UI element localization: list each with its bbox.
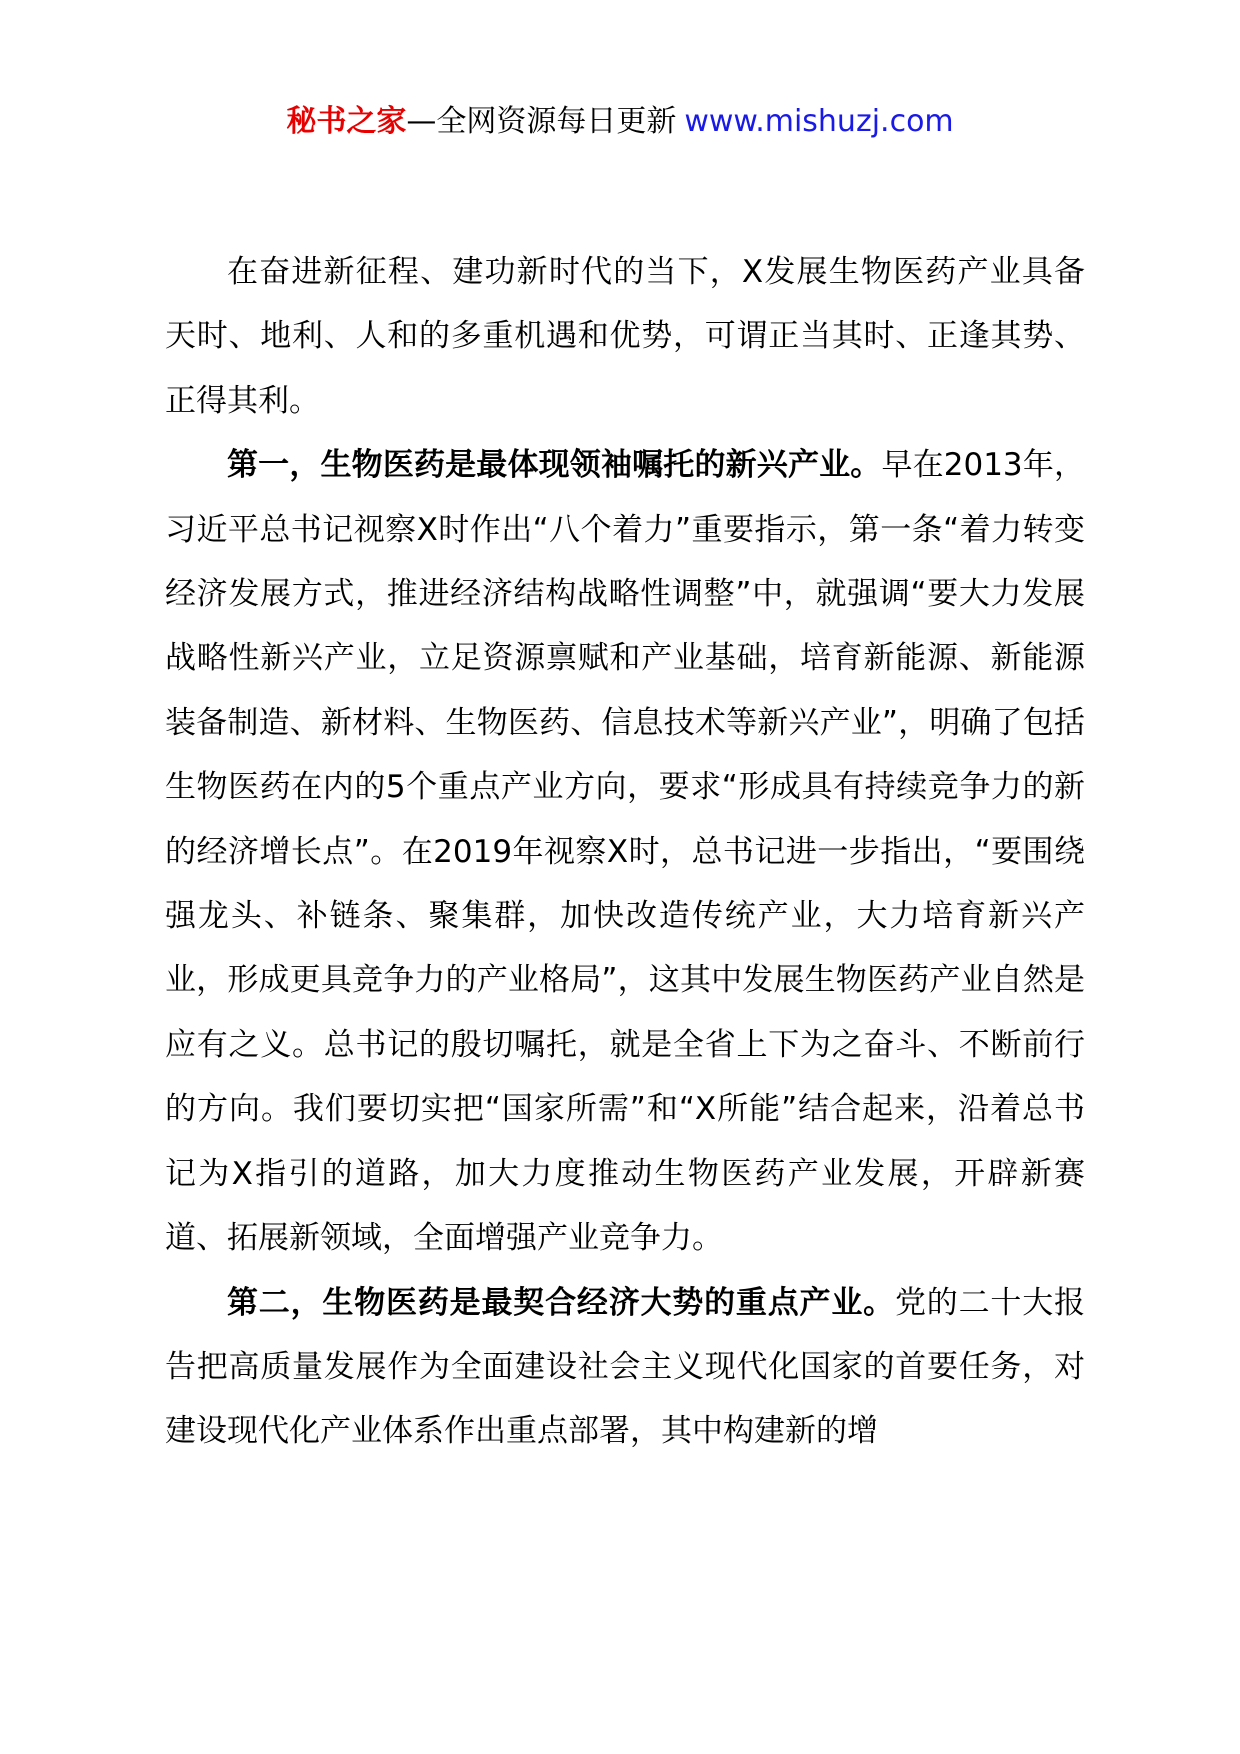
paragraph-first-point: [165, 433, 1085, 1270]
paragraph-second-point: [165, 1271, 1085, 1464]
header-slogan: —全网资源每日更新: [406, 104, 677, 139]
site-url-link[interactable]: www.mishuzj.com: [684, 104, 954, 139]
paragraph-lead: 第二，生物医药是最契合经济大势的重点产业。: [227, 1284, 895, 1321]
paragraph-text: 党的二十大报告把高质量发展作为全面建设社会主义现代化国家的首要任务，对建设现代化产业体系作出重点部署，其中构建新的增: [165, 1284, 1086, 1450]
paragraph-text: 早在2013年，习近平总书记视察X时作出“八个着力”重要指示，第一条“着力转变经济发展方式，推进经济结构战略性调整”中，就强调“要大力发展战略性新兴产业，立足资源禀赋和产业基础，培育新能源、新能源装备制造、新材料、生物医药、信息技术等新兴产业”，明确了包括生物医药在内的5个重点产业方向，要求“形成具有持续竞争力的新的经济增长点”。在2019年视察X时，总书记进一步指出，“要围绕强龙头、补链条、聚集群，加快改造传统产业，大力培育新兴产业，形成更具竞争力的产业格局”，这其中发展生物医药产业自然是应有之义。总书记的殷切嘱托，就是全省上下为之奋斗、不断前行的方向。我们要切实把“国家所需”和“X所能”结合起来，沿着总书记为X指引的道路，加大力度推动生物医药产业发展，开辟新赛道、拓展新领域，全面增强产业竞争力。: [165, 447, 1085, 1257]
page-header: [0, 100, 1240, 144]
paragraph-text: 在奋进新征程、建功新时代的当下，X发展生物医药产业具备天时、地利、人和的多重机遇和优势，可谓正当其时、正逢其势、正得其利。: [165, 254, 1085, 419]
paragraph-lead: 第一，生物医药是最体现领袖嘱托的新兴产业。: [227, 447, 882, 484]
document-body: [165, 240, 1085, 1464]
brand-name: 秘书之家: [286, 104, 407, 139]
paragraph-intro: [165, 240, 1085, 433]
